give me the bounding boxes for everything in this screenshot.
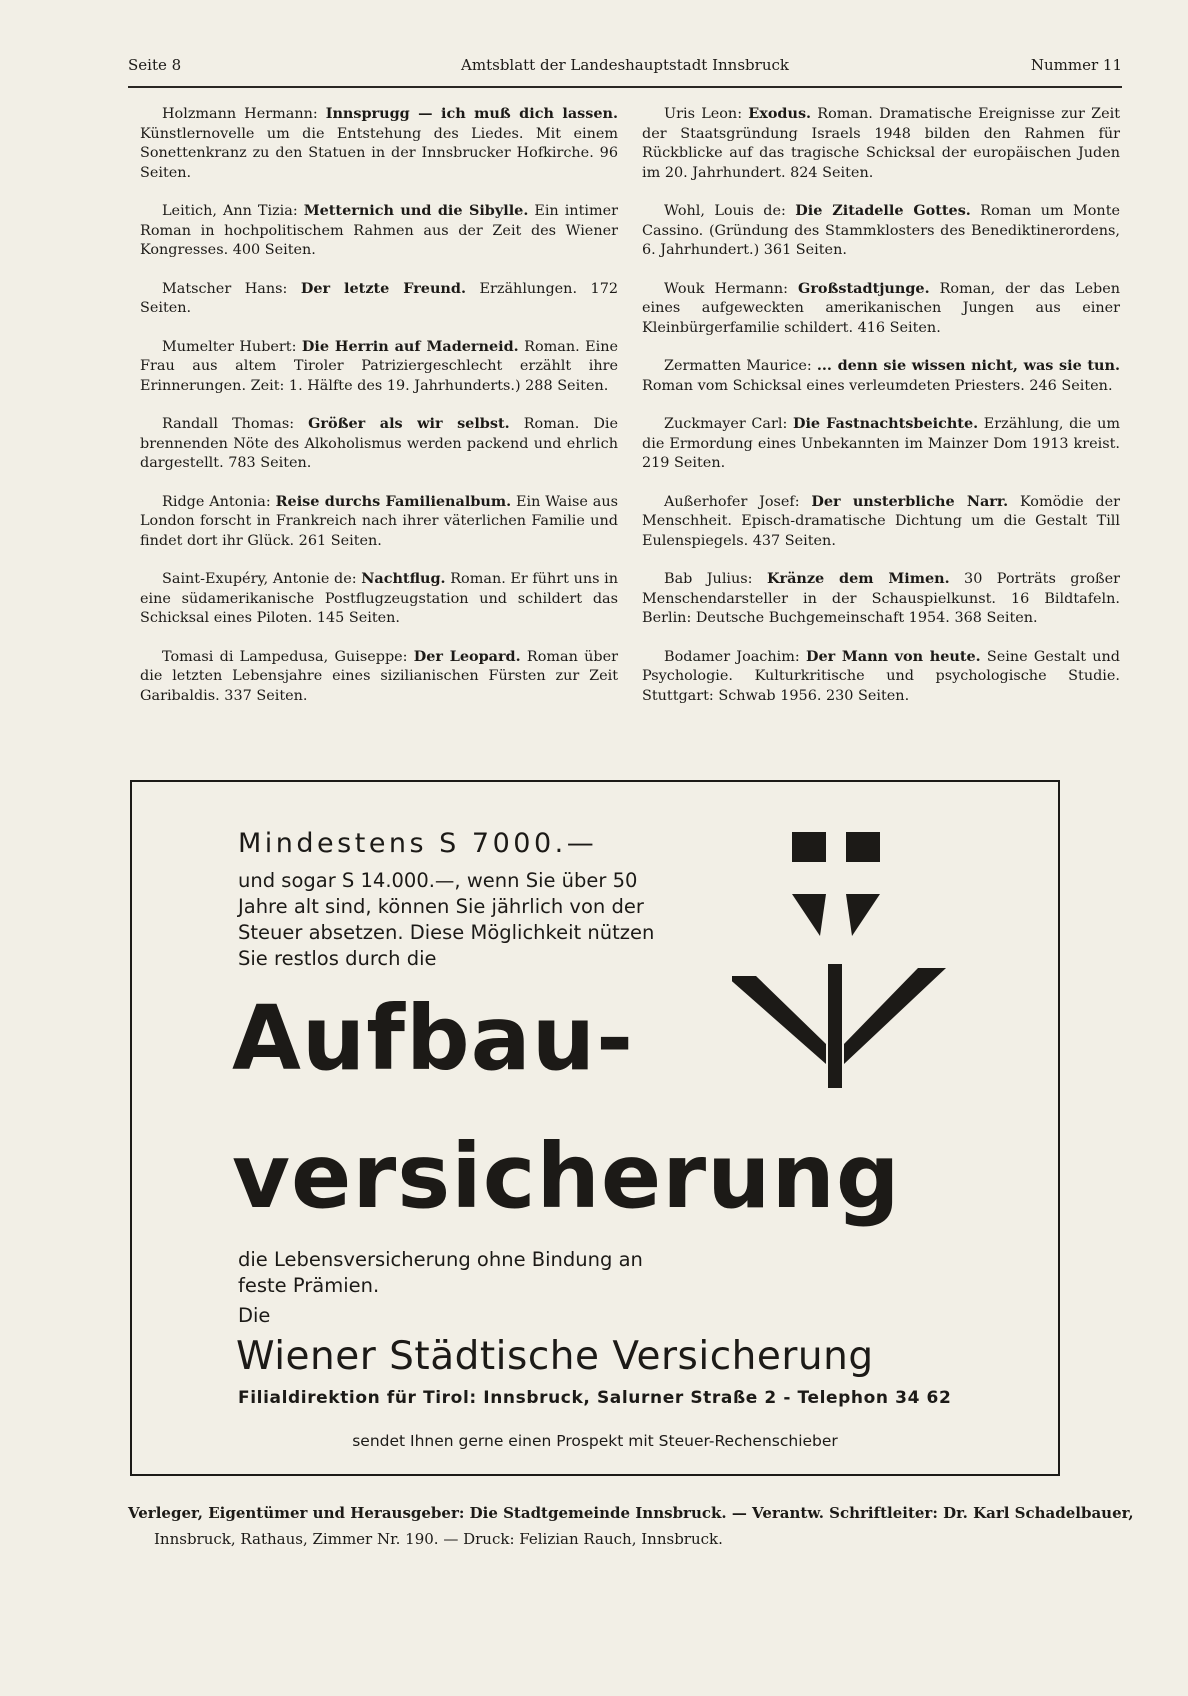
- book-entry: Wohl, Louis de: Die Zitadelle Gottes. Roman um Monte Cassino. (Gründung des Stammklosters des Benediktinerordens, 6. Jahrhundert.) 361 Seiten.: [642, 202, 1121, 258]
- ad-die-label: Die: [238, 1304, 271, 1327]
- book-entry: Tomasi di Lampedusa, Guiseppe: Der Leopard. Roman über die letzten Lebensjahre eines sizilianischen Fürsten zur Zeit Garibaldis. 337 Seiten.: [140, 647, 619, 704]
- book-entry: Leitich, Ann Tizia: Metternich und die Sibylle. Ein intimer Roman in hochpolitischem Rahmen aus der Zeit des Wiener Kongresses. 400 Seiten.: [140, 202, 618, 258]
- book-entry: Matscher Hans: Der letzte Freund. Erzählungen. 172 Seiten.: [140, 279, 619, 316]
- book-entry: Ridge Antonia: Reise durchs Familienalbum. Ein Waise aus London forscht in Frankreich nach ihrer väterlichen Familie und findet dort ihr Glück. 261 Seiten.: [140, 492, 619, 549]
- issue-number: Nummer 11: [1030, 56, 1122, 74]
- page-header: [128, 56, 1122, 82]
- book-entry: Zermatten Maurice: ... denn sie wissen nicht, was sie tun. Roman vom Schicksal eines verleumdeten Priesters. 246 Seiten.: [642, 357, 1120, 394]
- imprint: [128, 1500, 1134, 1552]
- left-column: [140, 104, 618, 724]
- header-rule: [128, 86, 1122, 88]
- book-entry: Bab Julius: Kränze dem Mimen. 30 Porträts großer Menschendarsteller in der Schauspielkunst. 16 Bildtafeln. Berlin: Deutsche Buchgemeinschaft 1954. 368 Seiten.: [642, 570, 1121, 626]
- ad-big-title-line1: Aufbau-: [232, 986, 635, 1090]
- book-entry: Uris Leon: Exodus. Roman. Dramatische Ereignisse zur Zeit der Staatsgründung Israels 1948 bilden den Rahmen für Rückblicke auf das tragische Schicksal der europäischen Juden im 20. Jahrhundert. 824 Seiten.: [642, 105, 1121, 181]
- page-number: Seite 8: [128, 56, 182, 74]
- ad-headline: Mindestens S 7000.—: [238, 828, 598, 859]
- book-entry: Saint-Exupéry, Antonie de: Nachtflug. Roman. Er führt uns in eine südamerikanische Postflugzeugstation und schildert das Schicksal eines Piloten. 145 Seiten.: [140, 570, 619, 626]
- ad-footer-text: sendet Ihnen gerne einen Prospekt mit Steuer-Rechenschieber: [352, 1432, 838, 1450]
- book-entry: Randall Thomas: Größer als wir selbst. Roman. Die brennenden Nöte des Alkoholismus werden packend und ehrlich dargestellt. 783 Seiten.: [140, 415, 618, 471]
- publication-title: Amtsblatt der Landeshauptstadt Innsbruck: [461, 56, 789, 74]
- insurance-advertisement: [130, 780, 1060, 1476]
- ad-big-title-line2: versicherung: [232, 1124, 901, 1228]
- book-entry: Zuckmayer Carl: Die Fastnachtsbeichte. Erzählung, die um die Ermordung eines Unbekannten im Mainzer Dom 1913 kreist. 219 Seiten.: [642, 415, 1120, 471]
- imprint-line: Verleger, Eigentümer und Herausgeber: Die Stadtgemeinde Innsbruck. — Verantw. Schriftleiter: Dr. Karl Schadelbauer,: [128, 1504, 1134, 1522]
- right-column: [642, 104, 1120, 724]
- book-entry: Wouk Hermann: Großstadtjunge. Roman, der das Leben eines aufgeweckten amerikanischen Jungen aus einer Kleinbürgerfamilie schildert. 416 Seiten.: [642, 279, 1120, 336]
- book-entry: Bodamer Joachim: Der Mann von heute. Seine Gestalt und Psychologie. Kulturkritische und psychologische Studie. Stuttgart: Schwab 1956. 230 Seiten.: [642, 647, 1121, 704]
- ad-subline: die Lebensversicherung ohne Bindung an feste Prämien.: [238, 1248, 643, 1297]
- book-entry: Außerhofer Josef: Der unsterbliche Narr. Komödie der Menschheit. Episch-dramatische Dichtung um die Gestalt Till Eulenspiegels. 437 Seiten.: [642, 492, 1120, 549]
- book-entry: Holzmann Hermann: Innsprugg — ich muß dich lassen. Künstlernovelle um die Entstehung des Liedes. Mit einem Sonettenkranz zu den Statuen in der Innsbrucker Hofkirche. 96 Seiten.: [140, 105, 618, 181]
- book-entry: Mumelter Hubert: Die Herrin auf Maderneid. Roman. Eine Frau aus altem Tiroler Patriziergeschlecht erzählt ihre Erinnerungen. Zeit: 1. Hälfte des 19. Jahrhunderts.) 288 Seiten.: [140, 337, 619, 394]
- company-name: Wiener Städtische Versicherung: [236, 1334, 874, 1379]
- imprint-line: Innsbruck, Rathaus, Zimmer Nr. 190. — Druck: Felizian Rauch, Innsbruck.: [154, 1530, 723, 1548]
- wiener-staedtische-logo-icon: [732, 828, 962, 1258]
- ad-body-text: und sogar S 14.000.—, wenn Sie über 50 Jahre alt sind, können Sie jährlich von der Steuer absetzen. Diese Möglichkeit nützen Sie restlos durch die: [238, 869, 655, 970]
- company-address: Filialdirektion für Tirol: Innsbruck, Salurner Straße 2 - Telephon 34 62: [238, 1388, 952, 1408]
